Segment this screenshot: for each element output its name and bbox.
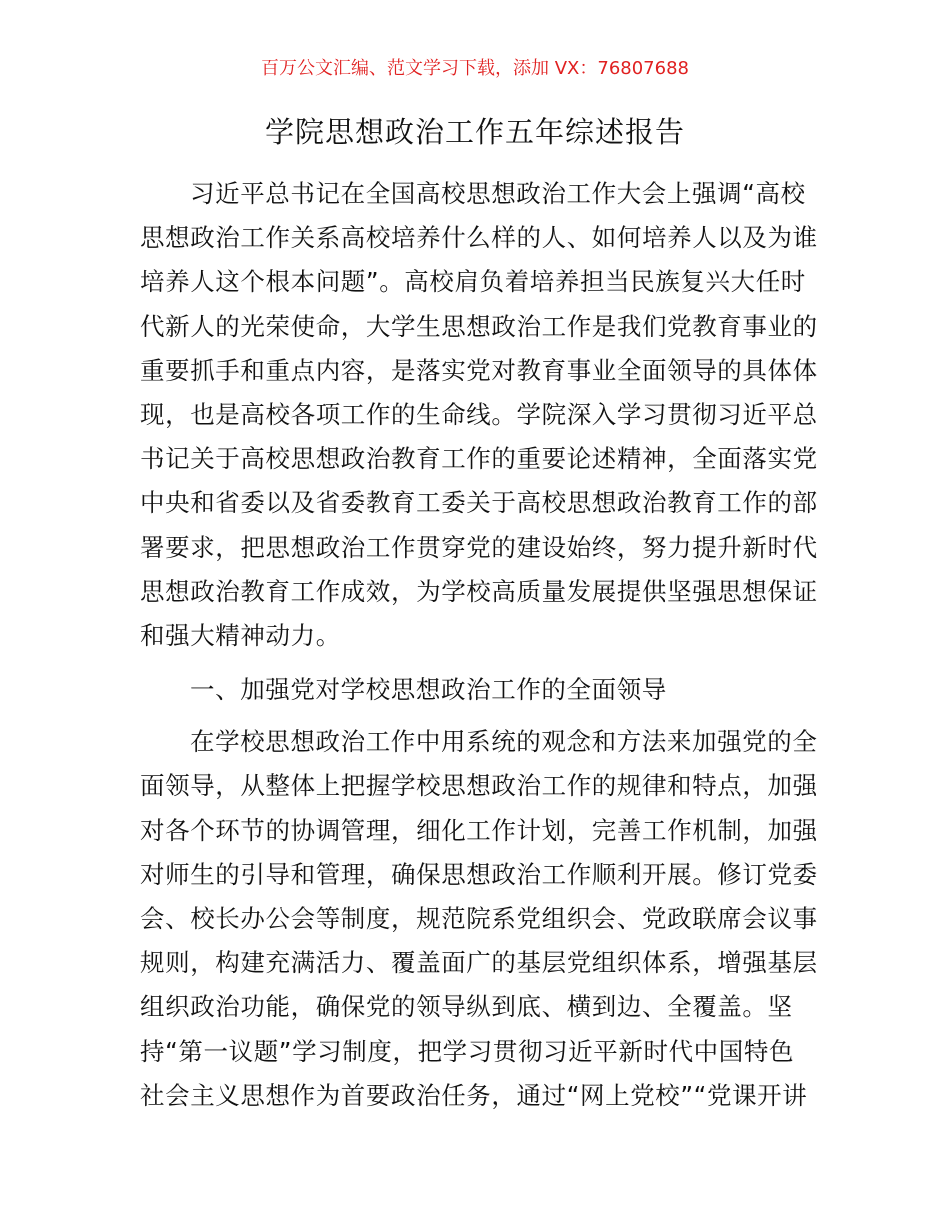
text-line: 对各个环节的协调管理，细化工作计划，完善工作机制，加强 bbox=[140, 815, 818, 845]
text-line: 社会主义思想作为首要政治任务，通过“网上党校”“党课开讲 bbox=[140, 1080, 808, 1110]
header-note: 百万公文汇编、范文学习下载，添加 VX：76807688 bbox=[261, 58, 689, 79]
text-line: 组织政治功能，确保党的领导纵到底、横到边、全覆盖。坚 bbox=[140, 992, 793, 1022]
text-line: 培养人这个根本问题”。高校肩负着培养担当民族复兴大任时 bbox=[140, 267, 806, 297]
text-line: 思想政治工作关系高校培养什么样的人、如何培养人以及为谁 bbox=[140, 223, 818, 253]
text-line: 思想政治教育工作成效，为学校高质量发展提供坚强思想保证 bbox=[140, 576, 818, 606]
text-line: 规则，构建充满活力、覆盖面广的基层党组织体系，增强基层 bbox=[140, 948, 818, 978]
paragraph-1 bbox=[140, 172, 818, 658]
text-line: 署要求，把思想政治工作贯穿党的建设始终，努力提升新时代 bbox=[140, 532, 818, 562]
text-line: 现，也是高校各项工作的生命线。学院深入学习贯彻习近平总 bbox=[140, 399, 818, 429]
text-line: 持“第一议题”学习制度，把学习贯彻习近平新时代中国特色 bbox=[140, 1036, 795, 1066]
text-line: 中央和省委以及省委教育工委关于高校思想政治教育工作的部 bbox=[140, 488, 818, 518]
text-line: 会、校长办公会等制度，规范院系党组织会、党政联席会议事 bbox=[140, 904, 818, 933]
text-line: 代新人的光荣使命，大学生思想政治工作是我们党教育事业的 bbox=[140, 311, 818, 341]
paragraph-2 bbox=[140, 720, 818, 1118]
text-line: 在学校思想政治工作中用系统的观念和方法来加强党的全 bbox=[190, 727, 818, 757]
text-line: 书记关于高校思想政治教育工作的重要论述精神，全面落实党 bbox=[140, 444, 818, 474]
text-line: 面领导，从整体上把握学校思想政治工作的规律和特点，加强 bbox=[140, 771, 818, 801]
document-body bbox=[140, 172, 818, 1118]
text-line: 习近平总书记在全国高校思想政治工作大会上强调“高校 bbox=[190, 179, 806, 208]
text-line: 对师生的引导和管理，确保思想政治工作顺利开展。修订党委 bbox=[140, 859, 818, 889]
text-line: 重要抓手和重点内容，是落实党对教育事业全面领导的具体体 bbox=[140, 355, 818, 385]
document-title: 学院思想政治工作五年综述报告 bbox=[264, 115, 685, 149]
text-line: 和强大精神动力。 bbox=[140, 620, 341, 650]
section-heading: 一、加强党对学校思想政治工作的全面领导 bbox=[190, 675, 667, 705]
